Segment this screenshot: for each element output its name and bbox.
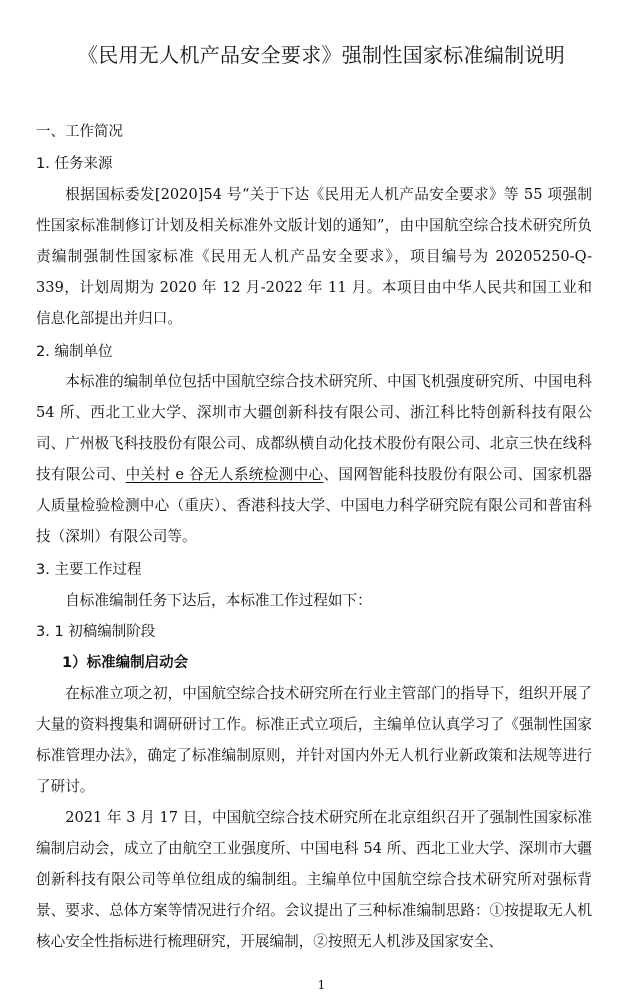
paragraph-kickoff-meeting: 2021 年 3 月 17 日，中国航空综合技术研究所在北京组织召开了强制性国家标准编制启动会，成立了由航空工业强度所、中国电科 54 所、西北工业大学、深圳市大疆创新科技有限公司等单位组成的编制组。主编单位中国航空综合技术研究所对强标背景、要求、总体方案等情况进行介绍。会议提出了三种标准编制思路：①按提取无人机核心安全性指标进行梳理研究，开展编制，②按照无人机涉及国家安全、 [36, 809, 592, 950]
section-heading-work-overview: 一、工作简况 [36, 124, 123, 140]
document-title: 《民用无人机产品安全要求》强制性国家标准编制说明 [77, 43, 566, 67]
subsection-heading-draft-stage: 3. 1 初稿编制阶段 [36, 624, 156, 640]
drafting-units-text-2: 、国网智能科技股份有限公司、国家机器人质量检验检测中心（重庆）、香港科技大学、中国电力科学研究院有限公司和普宙科技（深圳）有限公司等。 [36, 466, 592, 545]
drafting-units-text-1: 本标准的编制单位包括中国航空综合技术研究所、中国飞机强度研究所、中国电科 54 所、西北工业大学、深圳市大疆创新科技有限公司、浙江科比特创新科技有限公司、广州极飞科技股份有限公司、成都纵横自动化技术股份有限公司、北京三快在线科技有限公司、 [36, 373, 592, 483]
paragraph-work-process-intro: 自标准编制任务下达后，本标准工作过程如下： [65, 592, 372, 609]
page-number: 1 [317, 978, 326, 992]
paragraph-task-source: 根据国标委发[2020]54 号“关于下达《民用无人机产品安全要求》等 55 项强制性国家标准制修订计划及相关标准外文版计划的通知”，由中国航空综合技术研究所负责编制强制性国家标准《民用无人机产品安全要求》，项目编号为 20205250-Q-339，计划周期为 2020 年 12 月-2022 年 11 月。本项目由中华人民共和国工业和信息化部提出并归口。 [36, 186, 592, 327]
paragraph-project-initiation: 在标准立项之初，中国航空综合技术研究所在行业主管部门的指导下，组织开展了大量的资料搜集和调研研讨工作。标准正式立项后，主编单位认真学习了《强制性国家标准管理办法》，确定了标准编制原则，并针对国内外无人机行业新政策和法规等进行了研讨。 [36, 685, 592, 795]
underlined-unit-name: 中关村 e 谷无人系统检测中心 [125, 466, 324, 483]
subsection-heading-task-source: 1. 任务来源 [36, 156, 113, 172]
paragraph-drafting-units [36, 366, 592, 552]
subsection-heading-work-process: 3. 主要工作过程 [36, 562, 142, 578]
item-heading-kickoff-meeting: 1）标准编制启动会 [62, 655, 189, 671]
subsection-heading-drafting-units: 2. 编制单位 [36, 344, 113, 360]
